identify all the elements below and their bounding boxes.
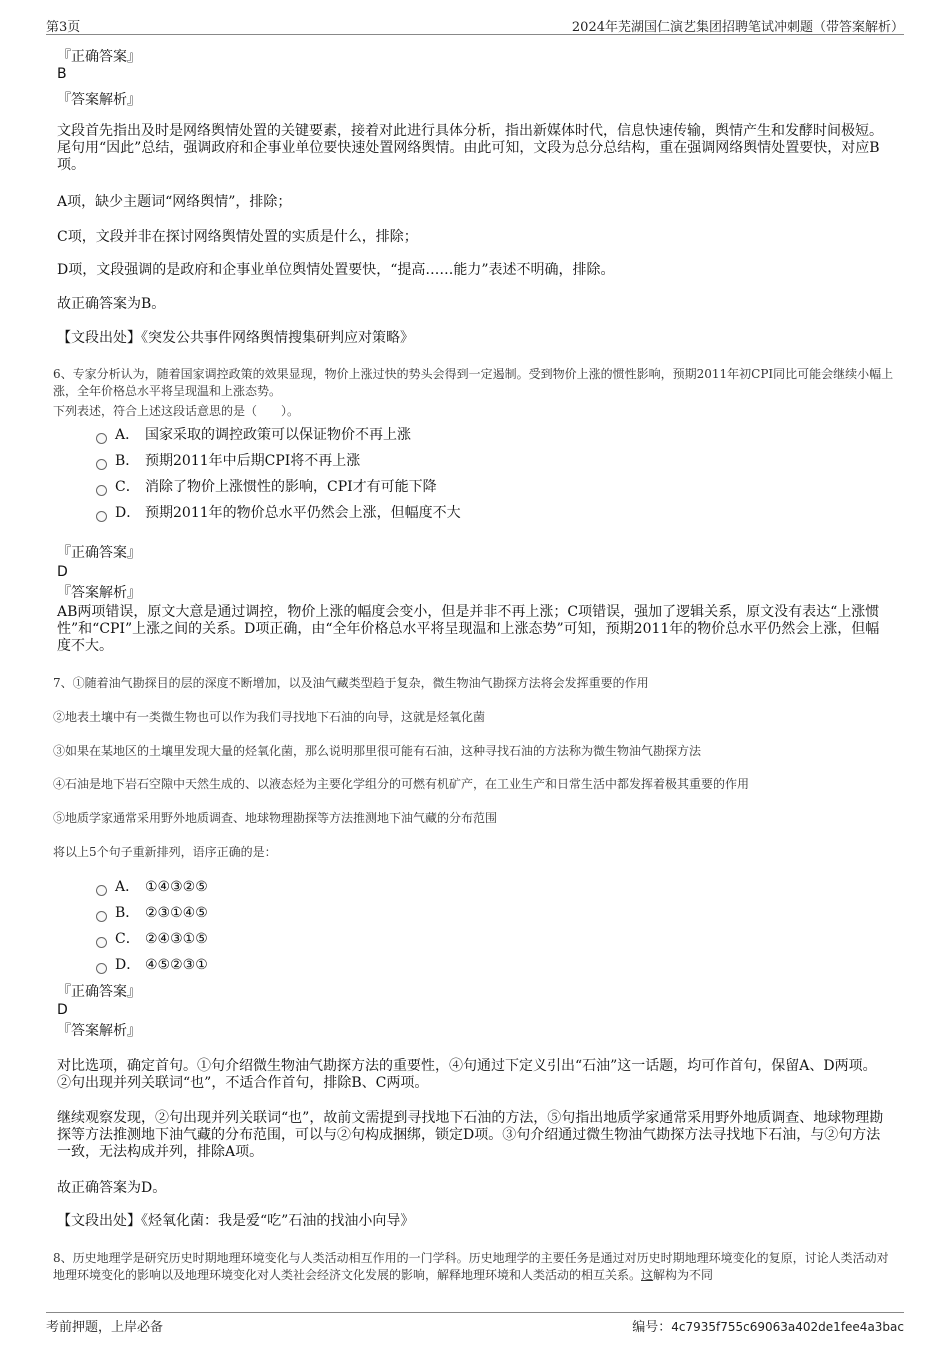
q8-stem-tail: 解构为不同	[653, 1268, 714, 1282]
document-id-label: 编号：	[632, 1320, 672, 1335]
q7-analysis-label: 『答案解析』	[57, 1023, 141, 1039]
q8-stem	[53, 1250, 895, 1284]
q7-option-b[interactable]	[96, 903, 208, 923]
q5-source: 【文段出处】《突发公共事件网络舆情搜集研判应对策略》	[57, 330, 414, 346]
q6-option-a[interactable]	[96, 425, 411, 445]
radio-button-icon[interactable]	[96, 459, 107, 470]
q6-option-b[interactable]	[96, 451, 360, 471]
q6-option-d[interactable]	[96, 503, 461, 523]
q7-prompt: 将以上5个句子重新排列，语序正确的是：	[53, 845, 277, 859]
q7-option-c[interactable]	[96, 929, 208, 949]
q6-answer-label: 『正确答案』	[57, 545, 141, 561]
option-text: 消除了物价上涨惯性的影响，CPI才有可能下降	[145, 479, 437, 495]
option-letter: A．	[115, 879, 140, 895]
option-letter: C．	[115, 931, 140, 947]
option-letter: C．	[115, 479, 140, 495]
option-text: ②③①④⑤	[145, 905, 208, 921]
option-text: 预期2011年的物价总水平仍然会上涨，但幅度不大	[145, 505, 461, 521]
radio-button-icon[interactable]	[96, 433, 107, 444]
radio-button-icon[interactable]	[96, 937, 107, 948]
option-text: 国家采取的调控政策可以保证物价不再上涨	[145, 427, 411, 443]
q7-sentence-3: ③如果在某地区的土壤里发现大量的烃氧化菌，那么说明那里很可能有石油，这种寻找石油的方法称为微生物油气勘探方法	[53, 744, 702, 758]
radio-button-icon[interactable]	[96, 885, 107, 896]
q7-option-d[interactable]	[96, 955, 208, 975]
q5-answer: B	[57, 66, 67, 82]
q5-analysis-d: D项，文段强调的是政府和企事业单位舆情处置要快，“提高……能力”表述不明确，排除。	[57, 262, 615, 278]
q7-analysis-paragraph-2: 继续观察发现，②句出现并列关联词“也”，故前文需提到寻找地下石油的方法，⑤句指出地质学家通常采用野外地质调查、地球物理勘探等方法推测地下油气藏的分布范围，可以与②句构成捆绑，锁定D项。③句介绍通过微生物油气勘探方法寻找地下石油，与②句方法一致，无法构成并列，排除A项。	[57, 1110, 884, 1160]
q5-analysis-label: 『答案解析』	[57, 92, 141, 108]
document-id	[632, 1316, 904, 1335]
q7-analysis-paragraph-1: 对比选项，确定首句。①句介绍微生物油气勘探方法的重要性，④句通过下定义引出“石油”这一话题，均可作首句，保留A、D两项。②句出现并列关联词“也”，不适合作首句，排除B、C两项。	[57, 1058, 877, 1091]
option-letter: B．	[115, 905, 140, 921]
q6-analysis-label: 『答案解析』	[57, 585, 141, 601]
q7-answer: D	[57, 1002, 68, 1018]
q5-analysis-paragraph: 文段首先指出及时是网络舆情处置的关键要素，接着对此进行具体分析，指出新媒体时代，信息快速传输，舆情产生和发酵时间极短。尾句用“因此”总结，强调政府和企事业单位要快速处置网络舆情。由此可知，文段为总分总结构，重在强调网络舆情处置要快，对应B项。	[57, 123, 883, 173]
q6-answer: D	[57, 564, 68, 580]
q5-analysis-c: C项，文段并非在探讨网络舆情处置的实质是什么，排除；	[57, 229, 418, 245]
q5-analysis-a: A项，缺少主题词“网络舆情”，排除；	[57, 194, 292, 210]
option-text: ④⑤②③①	[145, 957, 208, 973]
q7-sentence-1: 7、①随着油气勘探目的层的深度不断增加，以及油气藏类型趋于复杂，微生物油气勘探方法将会发挥重要的作用	[53, 676, 649, 690]
document-id-value: 4c7935f755c69063a402de1fee4a3bac	[671, 1320, 904, 1334]
q7-sentence-4: ④石油是地下岩石空隙中天然生成的、以液态烃为主要化学组分的可燃有机矿产，在工业生产和日常生活中都发挥着极其重要的作用	[53, 777, 750, 791]
q5-answer-label: 『正确答案』	[57, 49, 141, 65]
q7-answer-label: 『正确答案』	[57, 984, 141, 1000]
q6-stem: 6、专家分析认为，随着国家调控政策的效果显现，物价上涨过快的势头会得到一定遏制。受到物价上涨的惯性影响，预期2011年初CPI同比可能会继续小幅上涨，全年价格总水平将呈现温和上涨态势。	[53, 367, 894, 398]
option-letter: D．	[115, 505, 141, 521]
q6-analysis: AB两项错误，原文大意是通过调控，物价上涨的幅度会变小，但是并非不再上涨；C项错误，强加了逻辑关系，原文没有表达“上涨惯性”和“CPI”上涨之间的关系。D项正确，由“全年价格总水平将呈现温和上涨态势”可知，预期2011年的物价总水平仍然会上涨，但幅度不大。	[57, 604, 880, 654]
q5-conclusion: 故正确答案为B。	[57, 296, 166, 312]
radio-button-icon[interactable]	[96, 963, 107, 974]
document-title: 2024年芜湖国仁演艺集团招聘笔试冲刺题（带答案解析）	[571, 20, 904, 35]
radio-button-icon[interactable]	[96, 511, 107, 522]
option-text: ②④③①⑤	[145, 931, 208, 947]
q7-option-a[interactable]	[96, 877, 208, 897]
option-letter: B．	[115, 453, 140, 469]
q6-option-c[interactable]	[96, 477, 437, 497]
q7-sentence-5: ⑤地质学家通常采用野外地质调查、地球物理勘探等方法推测地下油气藏的分布范围	[53, 811, 498, 825]
q7-source: 【文段出处】《烃氧化菌：我是爱“吃”石油的找油小向导》	[57, 1213, 415, 1229]
option-letter: D．	[115, 957, 141, 973]
q8-stem-underlined: 这	[641, 1268, 654, 1282]
radio-button-icon[interactable]	[96, 485, 107, 496]
radio-button-icon[interactable]	[96, 911, 107, 922]
option-text: ①④③②⑤	[145, 879, 208, 895]
page-header	[46, 14, 904, 35]
page-number: 第3页	[46, 20, 81, 35]
q8-stem-text: 8、历史地理学是研究历史时期地理环境变化与人类活动相互作用的一门学科。历史地理学的主要任务是通过对历史时期地理环境变化的复原，讨论人类活动对地理环境变化的影响以及地理环境变化对人类社会经济文化发展的影响，解释地理环境和人类活动的相互关系。	[53, 1251, 889, 1282]
q7-sentence-2: ②地表土壤中有一类微生物也可以作为我们寻找地下石油的向导，这就是烃氧化菌	[53, 710, 486, 724]
q6-prompt: 下列表述，符合上述这段话意思的是（ ）。	[53, 404, 300, 418]
option-text: 预期2011年中后期CPI将不再上涨	[145, 453, 361, 469]
option-letter: A．	[115, 427, 140, 443]
footer-slogan: 考前押题，上岸必备	[46, 1320, 164, 1335]
q7-conclusion: 故正确答案为D。	[57, 1180, 167, 1196]
page-footer	[46, 1312, 904, 1333]
